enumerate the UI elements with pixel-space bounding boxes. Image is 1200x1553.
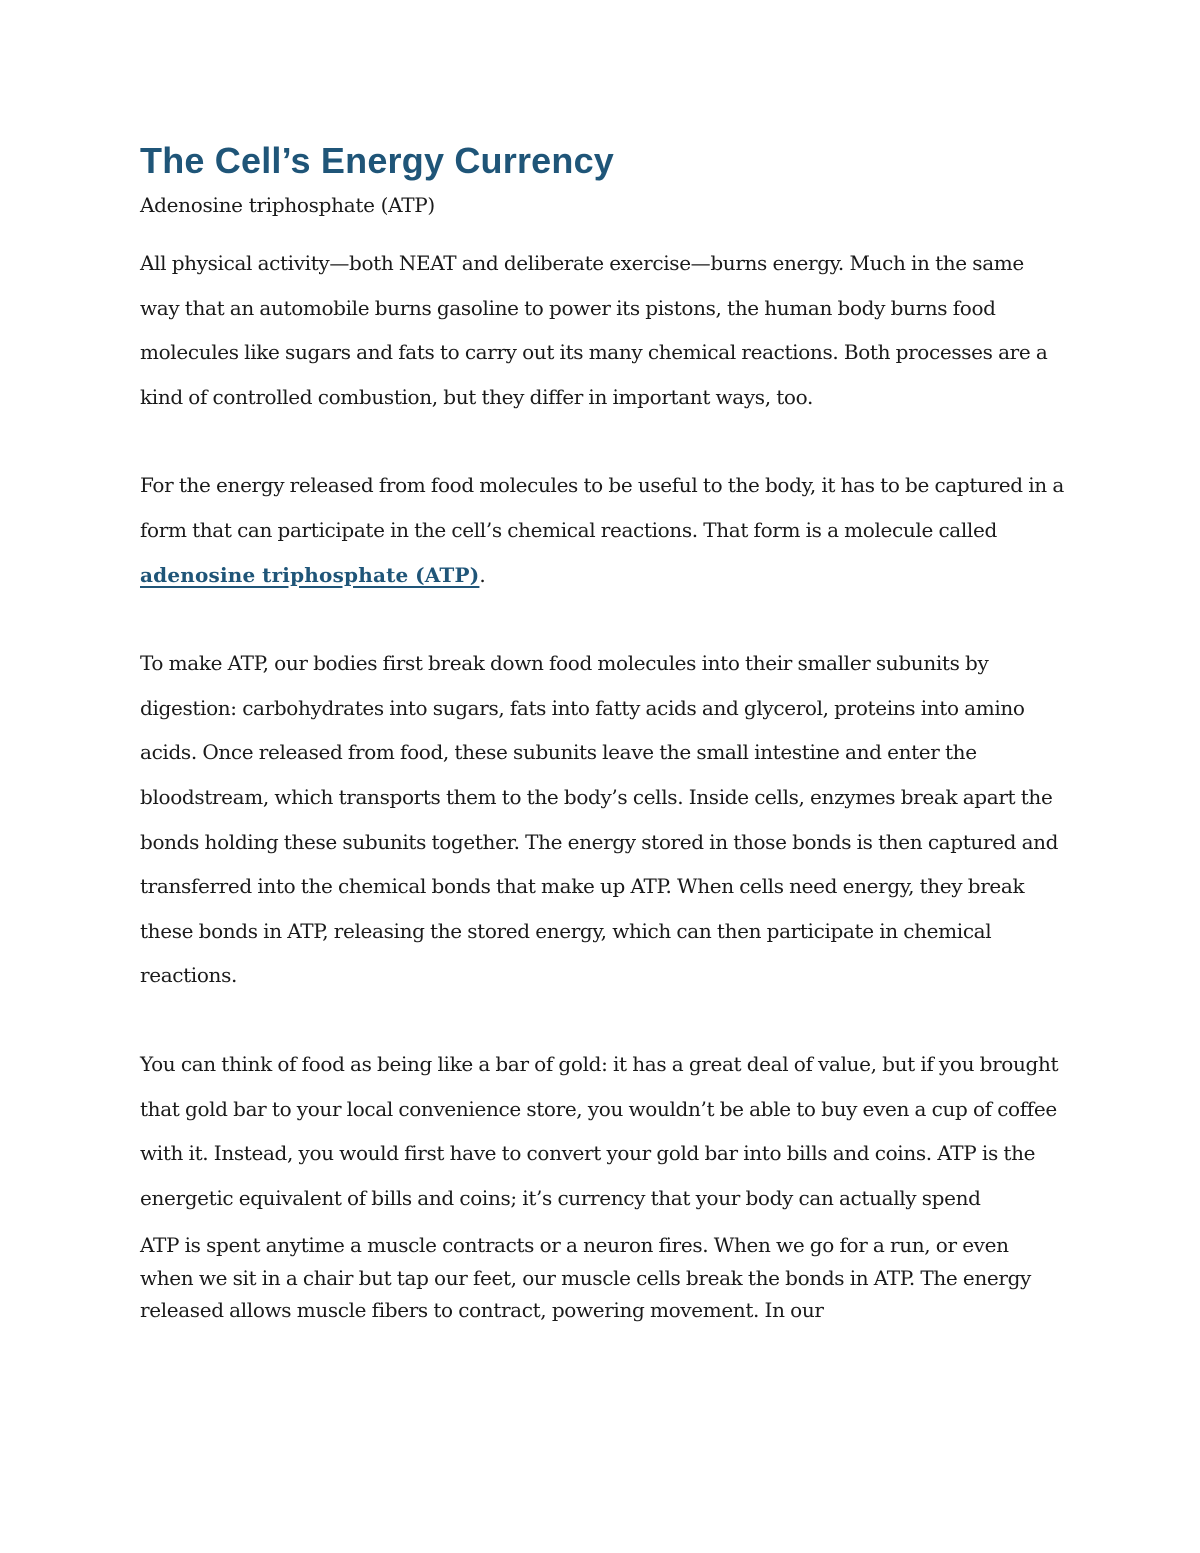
paragraph-text: For the energy released from food molecules to be useful to the body, it has to be captured in a form that can participate in the cell’s chemical reactions. That form is a molecule called (140, 473, 1064, 542)
page-title: The Cell’s Energy Currency (140, 140, 615, 181)
paragraph-atp-spending: ATP is spent anytime a muscle contracts or a neuron fires. When we go for a run, or even when we sit in a chair but tap our feet, our muscle cells break the bonds in ATP. The energy released allows muscle fibers to contract, powering movement. In our (140, 1233, 1031, 1323)
paragraph-atp-definition (140, 463, 1065, 597)
document-body (140, 138, 1065, 1327)
page-subtitle: Adenosine triphosphate (ATP) (140, 193, 435, 217)
paragraph-gold-analogy: You can think of food as being like a bar of gold: it has a great deal of value, but if you brought that gold bar to your local convenience store, you wouldn’t be able to buy even a cup of coffee with it. Instead, you would first have to convert your gold bar into bills and coins. ATP is the energetic equivalent of bills and coins; it’s currency that your body can actually spend (140, 1051, 1059, 1210)
atp-link[interactable]: adenosine triphosphate (ATP) (140, 562, 480, 587)
paragraph-making-atp: To make ATP, our bodies first break down food molecules into their smaller subunits by digestion: carbohydrates into sugars, fats into fatty acids and glycerol, proteins into amino acids. Once released from food, these subunits leave the small intestine and enter the bloodstream, which transports them to the body’s cells. Inside cells, enzymes break apart the bonds holding these subunits together. The energy stored in those bonds is then captured and transferred into the chemical bonds that make up ATP. When cells need energy, they break these bonds in ATP, releasing the stored energy, which can then participate in chemical reactions. (140, 651, 1059, 988)
paragraph-text-end: . (479, 562, 486, 587)
paragraph-intro: All physical activity—both NEAT and deliberate exercise—burns energy. Much in the same way that an automobile burns gasoline to power its pistons, the human body burns food molecules like sugars and fats to carry out its many chemical reactions. Both processes are a kind of controlled combustion, but they differ in important ways, too. (140, 251, 1048, 409)
